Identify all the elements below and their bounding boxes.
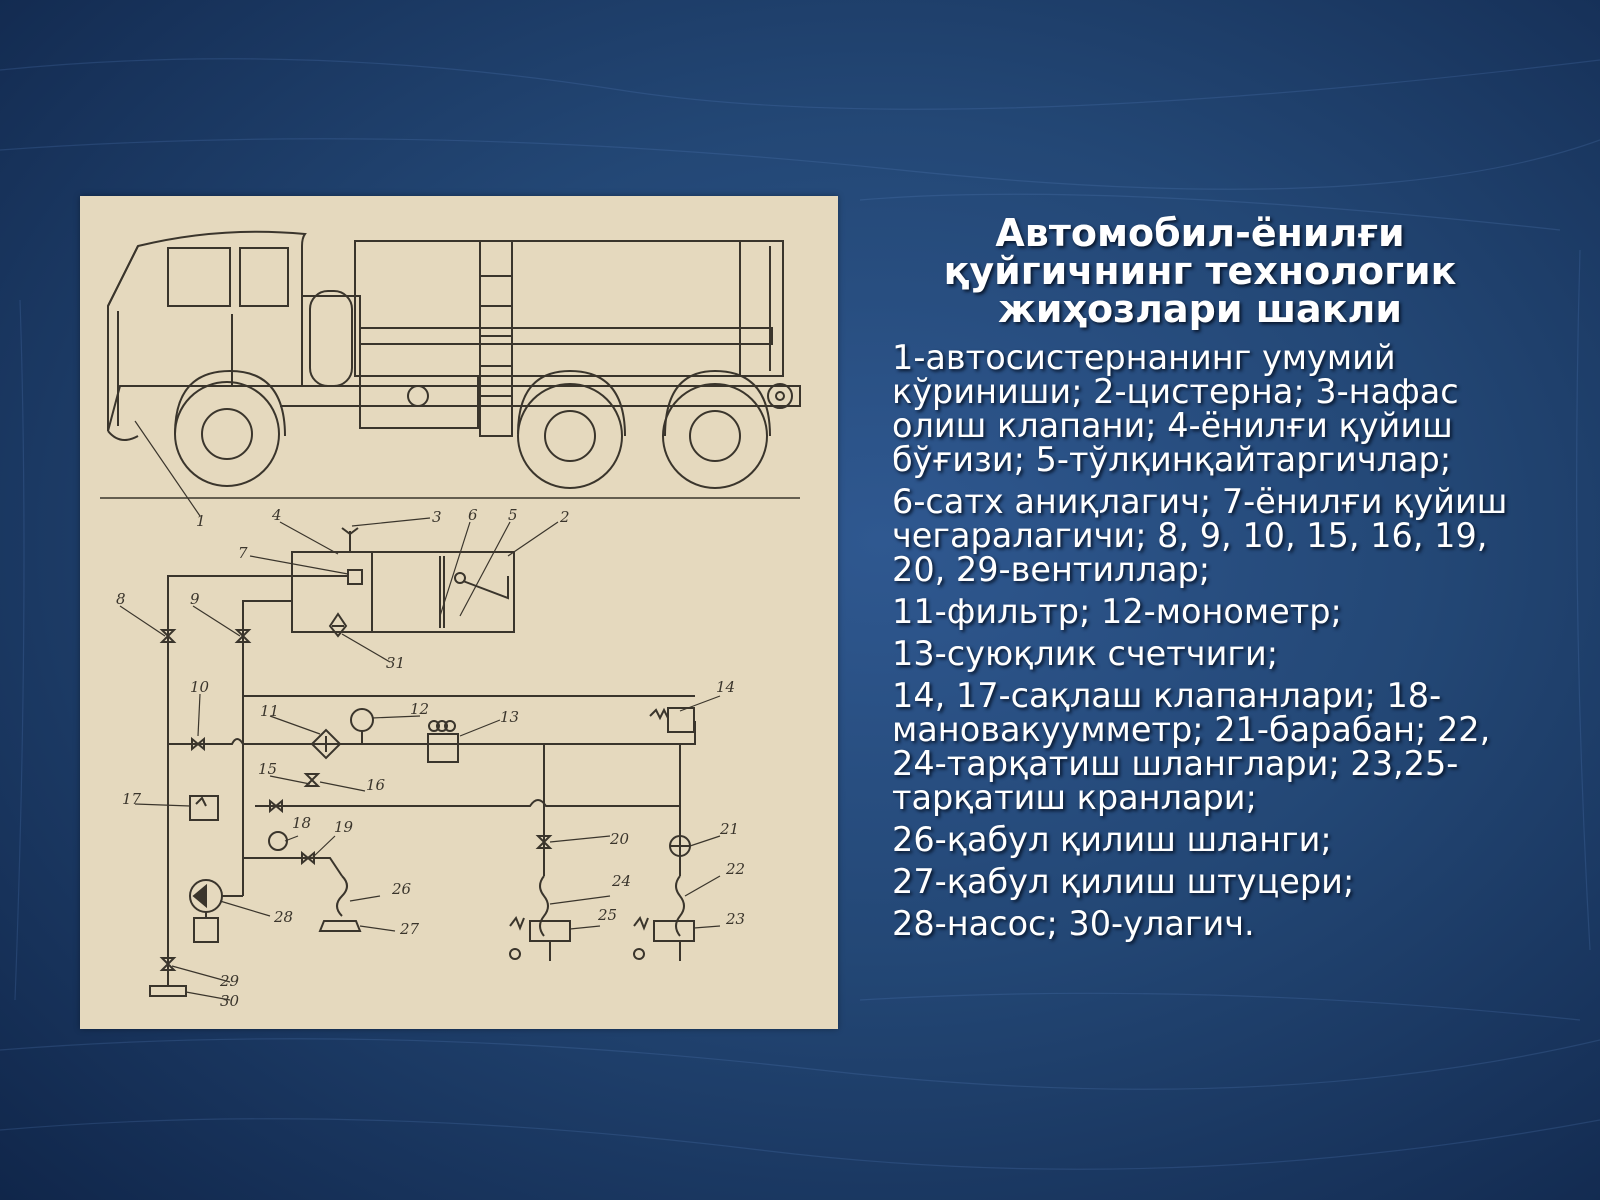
figure-label-28: 28 bbox=[274, 908, 294, 926]
figure-label-17: 17 bbox=[122, 790, 142, 808]
diagram-figure bbox=[80, 196, 838, 1029]
figure-label-6: 6 bbox=[468, 506, 478, 524]
figure-label-30: 30 bbox=[220, 992, 240, 1010]
figure-label-23: 23 bbox=[726, 910, 746, 928]
figure-label-25: 25 bbox=[598, 906, 618, 924]
figure-label-26: 26 bbox=[392, 880, 412, 898]
figure-label-19: 19 bbox=[334, 818, 354, 836]
figure-label-5: 5 bbox=[508, 506, 518, 524]
slide-title: Автомобил-ёнилғи қуйгичнинг технологик жиҳозлари шакли bbox=[943, 211, 1457, 331]
figure-label-9: 9 bbox=[190, 590, 200, 608]
figure-label-15: 15 bbox=[258, 760, 278, 778]
figure-label-21: 21 bbox=[720, 820, 740, 838]
figure-label-10: 10 bbox=[190, 678, 210, 696]
figure-label-3: 3 bbox=[432, 508, 442, 526]
piping-schematic bbox=[150, 576, 695, 996]
figure-label-14: 14 bbox=[716, 678, 736, 696]
truck-side-view bbox=[100, 232, 800, 498]
figure-label-4: 4 bbox=[272, 506, 282, 524]
figure-label-29: 29 bbox=[220, 972, 240, 990]
figure-label-2: 2 bbox=[560, 508, 570, 526]
figure-label-7: 7 bbox=[238, 544, 248, 562]
figure-label-31: 31 bbox=[386, 654, 406, 672]
fuel-truck-diagram bbox=[80, 196, 838, 1029]
figure-label-22: 22 bbox=[726, 860, 746, 878]
legend-paragraph: 26-қабул қилиш шланги; bbox=[892, 820, 1332, 859]
figure-label-27: 27 bbox=[400, 920, 420, 938]
tank-schematic bbox=[292, 528, 514, 636]
figure-label-20: 20 bbox=[610, 830, 630, 848]
legend-text bbox=[892, 338, 1532, 949]
legend-paragraph: 6-сатх аниқлагич; 7-ёнилғи қуйиш чегаралагичи; 8, 9, 10, 15, 16, 19, 20, 29-вентиллар; bbox=[892, 482, 1508, 589]
figure-label-13: 13 bbox=[500, 708, 520, 726]
legend-paragraph: 14, 17-сақлаш клапанлари; 18-мановакуумметр; 21-барабан; 22, 24-тарқатиш шланглари; 23,25-тарқатиш кранлари; bbox=[892, 676, 1491, 817]
legend-paragraph: 27-қабул қилиш штуцери; bbox=[892, 862, 1355, 901]
figure-label-12: 12 bbox=[410, 700, 430, 718]
legend-paragraph: 11-фильтр; 12-монометр; bbox=[892, 592, 1342, 631]
figure-label-18: 18 bbox=[292, 814, 312, 832]
figure-label-1: 1 bbox=[196, 512, 206, 530]
legend-paragraph: 1-автосистернанинг умумий кўриниши; 2-цистерна; 3-нафас олиш клапани; 4-ёнилғи қуйиш бўғизи; 5-тўлқинқайтаргичлар; bbox=[892, 338, 1459, 479]
figure-label-16: 16 bbox=[366, 776, 386, 794]
figure-label-11: 11 bbox=[260, 702, 280, 720]
figure-label-24: 24 bbox=[612, 872, 632, 890]
legend-paragraph: 13-суюқлик счетчиги; bbox=[892, 634, 1279, 673]
figure-label-8: 8 bbox=[116, 590, 126, 608]
legend-paragraph: 28-насос; 30-улагич. bbox=[892, 904, 1255, 943]
